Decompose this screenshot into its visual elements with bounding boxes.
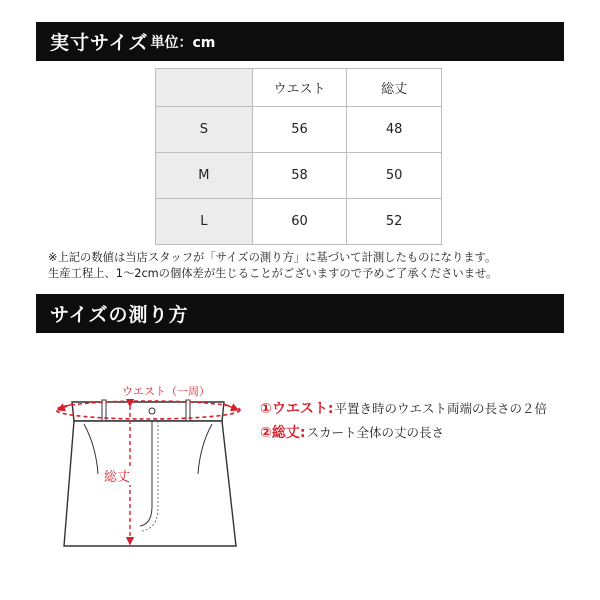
legend-waist-text: 平置き時のウエスト両端の長さの２倍 xyxy=(334,401,547,416)
row-label-m: M xyxy=(156,153,253,199)
how-to-measure-title: サイズの測り方 xyxy=(50,304,189,326)
column-header-waist: ウエスト xyxy=(252,69,347,107)
legend-length-text: スカート全体の丈の長さ xyxy=(306,425,444,440)
skirt-body xyxy=(64,421,236,546)
skirt-button xyxy=(149,408,155,414)
column-header-length: 総丈 xyxy=(347,69,442,107)
variance-note: 生産工程上、1～2cmの個体差が生じることがございますので予めご了承くださいませ。 xyxy=(48,267,498,280)
row-label-l: L xyxy=(156,199,253,245)
legend-length-key: ②総丈: xyxy=(260,425,306,441)
cell-m-length: 50 xyxy=(347,153,442,199)
table-row xyxy=(156,153,442,199)
table-row xyxy=(156,107,442,153)
cell-m-waist: 58 xyxy=(252,153,347,199)
row-label-s: S xyxy=(156,107,253,153)
cell-l-length: 52 xyxy=(347,199,442,245)
legend-waist-key: ①ウエスト: xyxy=(260,401,334,417)
size-header xyxy=(36,22,564,61)
table-corner-cell xyxy=(156,69,253,107)
legend-length xyxy=(260,422,444,442)
measurement-note: ※上記の数値は当店スタッフが「サイズの測り方」に基づいて計測したものになります。 xyxy=(48,251,497,264)
cell-s-waist: 56 xyxy=(252,107,347,153)
size-header-title: 実寸サイズ xyxy=(50,32,149,54)
legend-waist xyxy=(260,398,547,418)
table-row xyxy=(156,199,442,245)
waist-diagram-label: ウエスト（一周） xyxy=(122,385,210,398)
size-table xyxy=(155,68,442,245)
cell-s-length: 48 xyxy=(347,107,442,153)
how-to-measure-header xyxy=(36,294,564,333)
skirt-waistband xyxy=(72,402,224,421)
table-header-row xyxy=(156,69,442,107)
skirt-diagram xyxy=(52,376,252,576)
length-diagram-label: 総丈 xyxy=(104,470,131,485)
cell-l-waist: 60 xyxy=(252,199,347,245)
size-header-unit: 単位：cm xyxy=(150,34,216,51)
